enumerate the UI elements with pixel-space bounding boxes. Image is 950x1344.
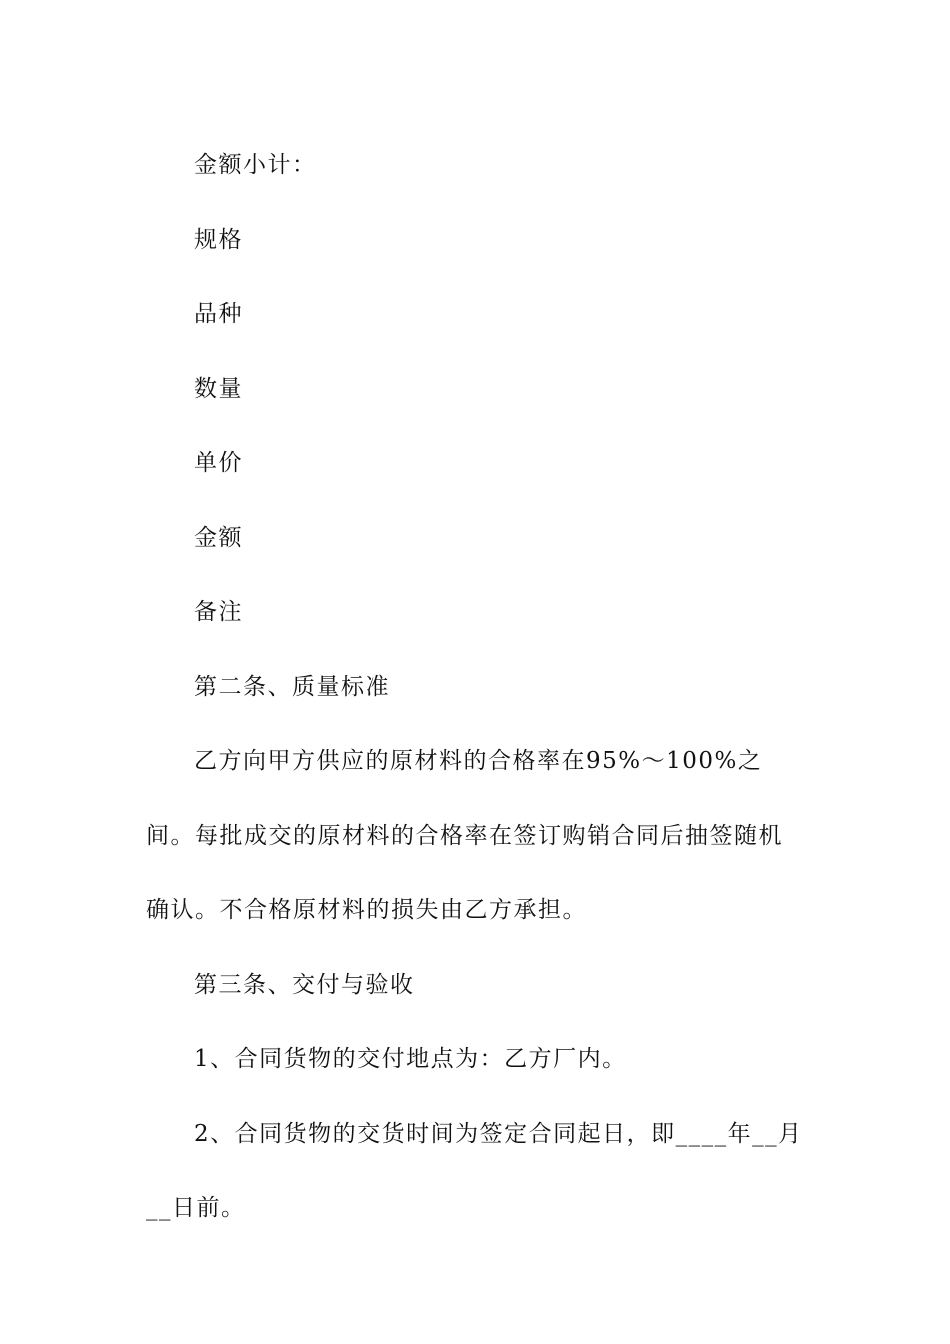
paragraph-unit-price: 单价 bbox=[194, 450, 243, 476]
paragraph-delivery-location: 1、合同货物的交付地点为：乙方厂内。 bbox=[194, 1046, 627, 1072]
paragraph-variety: 品种 bbox=[194, 301, 243, 327]
paragraph-amount: 金额 bbox=[194, 524, 243, 551]
paragraph-quality-terms: 乙方向甲方供应的原材料的合格率在95%～100%之间。每批成交的原材料的合格率在签订购销合同后抽签随机确认。不合格原材料的损失由乙方承担。 bbox=[146, 748, 783, 923]
section-heading-delivery-acceptance: 第三条、交付与验收 bbox=[194, 971, 415, 998]
section-heading-quality-standard: 第二条、质量标准 bbox=[194, 673, 390, 700]
paragraph-specification: 规格 bbox=[194, 226, 243, 253]
paragraph-delivery-time: 2、合同货物的交货时间为签定合同起日，即____年__月__日前。 bbox=[146, 1120, 803, 1221]
paragraph-quantity: 数量 bbox=[194, 375, 243, 402]
paragraph-remarks: 备注 bbox=[194, 599, 243, 625]
document-body bbox=[146, 128, 806, 1246]
paragraph-amount-subtotal: 金额小计： bbox=[194, 152, 317, 178]
